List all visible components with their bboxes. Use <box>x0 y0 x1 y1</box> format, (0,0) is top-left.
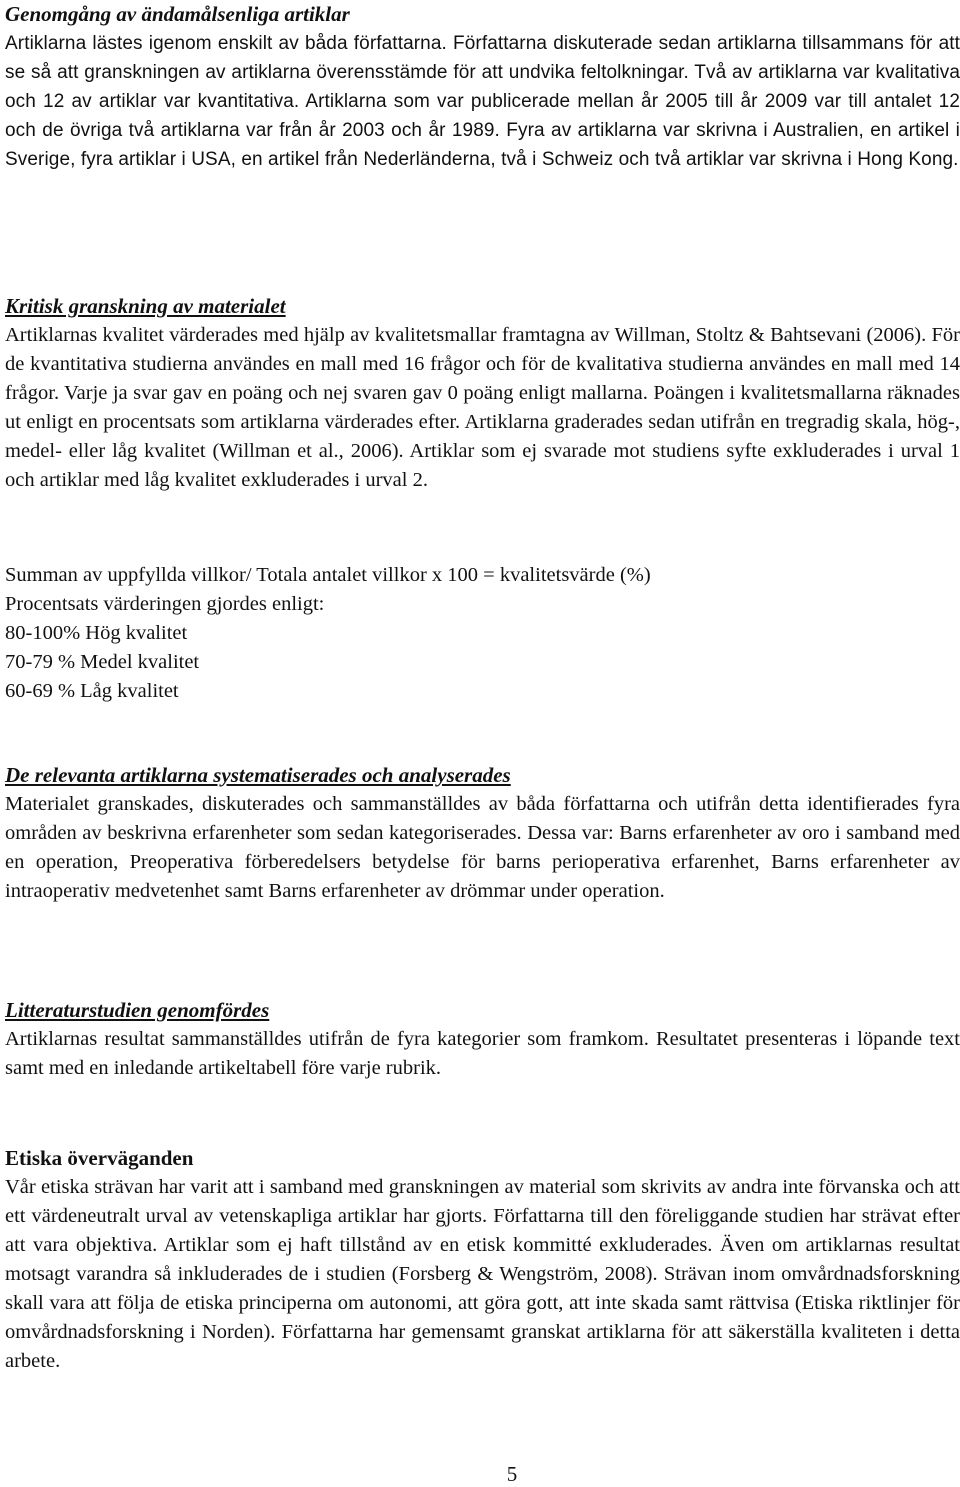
page-number: 5 <box>506 1462 518 1486</box>
quality-level-line: 60-69 % Låg kvalitet <box>5 680 179 702</box>
section-etiska-overvaganden <box>5 1144 960 1376</box>
section-heading: Etiska överväganden <box>5 1146 194 1170</box>
quality-level-line: 80-100% Hög kvalitet <box>5 622 188 644</box>
section-heading: Genomgång av ändamålsenliga artiklar <box>5 2 350 26</box>
section-heading: De relevanta artiklarna systematiserades och analyserades <box>5 763 511 787</box>
section-paragraph: Artiklarnas kvalitet värderades med hjälp av kvalitetsmallar framtagna av Willman, Stoltz & Bahtsevani (2006). För de kvantitativa studierna användes en mall med 16 frågor och för de kvalitativa studierna användes en mall med 14 frågor. Varje ja svar gav en poäng och nej svaren gav 0 poäng enligt mallarna. Poängen i kvalitetsmallarna räknades ut enligt en procentsats som artiklarna värderades efter. Artiklarna graderades sedan utifrån en tregradig skala, hög-, medel- eller låg kvalitet (Willman et al., 2006). Artiklar som ej svarade mot studiens syfte exkluderades i urval 1 och artiklar med låg kvalitet exkluderades i urval 2. <box>5 324 960 491</box>
section-paragraph: Materialet granskades, diskuterades och sammanställdes av båda författarna och utifrån detta identifierades fyra områden av beskrivna erfarenheter som sedan kategoriserades. Dessa var: Barns erfarenheter av oro i samband med en operation, Preoperativa förberedelsers betydelse för barns perioperativa erfarenhet, Barns erfarenheter av intraoperativ medvetenhet samt Barns erfarenheter av drömmar under operation. <box>5 793 960 902</box>
section-kritisk-granskning <box>5 292 960 495</box>
section-relevanta-artiklar <box>5 761 960 906</box>
section-genomgang <box>5 0 960 174</box>
section-litteraturstudien <box>5 996 960 1083</box>
section-heading: Kritisk granskning av materialet <box>5 294 286 318</box>
section-paragraph: Artiklarnas resultat sammanställdes utifrån de fyra kategorier som framkom. Resultatet presenteras i löpande text samt med en inledande artikeltabell före varje rubrik. <box>5 1028 960 1079</box>
quality-formula-block <box>5 561 960 706</box>
formula-line: Procentsats värderingen gjordes enligt: <box>5 593 325 615</box>
quality-level-line: 70-79 % Medel kvalitet <box>5 651 200 673</box>
formula-line: Summan av uppfyllda villkor/ Totala antalet villkor x 100 = kvalitetsvärde (%) <box>5 564 651 586</box>
section-heading: Litteraturstudien genomfördes <box>5 998 270 1022</box>
section-paragraph: Artiklarna lästes igenom enskilt av båda författarna. Författarna diskuterade sedan artiklarna tillsammans för att se så att granskningen av artiklarna överensstämde för att undvika feltolkningar. Två av artiklarna var kvalitativa och 12 av artiklar var kvantitativa. Artiklarna som var publicerade mellan år 2005 till år 2009 var till antalet 12 och de övriga två artiklarna var från år 2003 och år 1989. Fyra av artiklarna var skrivna i Australien, en artikel i Sverige, fyra artiklar i USA, en artikel från Nederländerna, två i Schweiz och två artiklar var skrivna i Hong Kong. <box>5 33 960 170</box>
section-paragraph: Vår etiska strävan har varit att i samband med granskningen av material som skrivits av andra inte förvanska och att ett värdeneutralt urval av vetenskapliga artiklar har gjorts. Författarna till den föreliggande studien har strävat efter att vara objektiva. Artiklar som ej haft tillstånd av en etisk kommitté exkluderades. Även om artiklarnas resultat motsagt varandra så inkluderades de i studien (Forsberg & Wengström, 2008). Strävan inom omvårdnadsforskning skall vara att följa de etiska principerna om autonomi, att göra gott, att inte skada samt rättvisa (Etiska riktlinjer för omvårdnadsforskning i Norden). Författarna har gemensamt granskat artiklarna för att säkerställa kvaliteten i detta arbete. <box>5 1176 960 1372</box>
